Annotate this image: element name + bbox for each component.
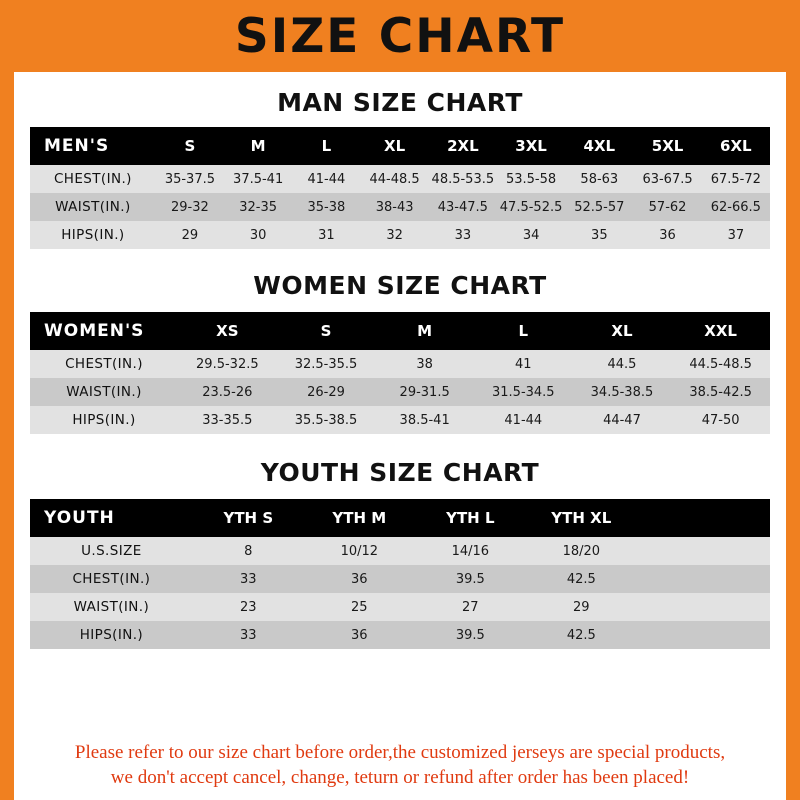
men-row-1-label: WAIST(IN.): [30, 193, 156, 221]
men-cell-0-1: 37.5-41: [224, 165, 292, 193]
men-cell-0-3: 44-48.5: [361, 165, 429, 193]
youth-row-3-label: HIPS(IN.): [30, 621, 193, 649]
youth-cell-2-4: [637, 593, 770, 621]
women-row-2-label: HIPS(IN.): [30, 406, 178, 434]
table-row: [30, 221, 770, 249]
table-row: [30, 165, 770, 193]
women-col-0: WOMEN'S: [30, 312, 178, 350]
youth-col-5: [637, 499, 770, 537]
youth-cell-1-1: 36: [304, 565, 415, 593]
women-cell-0-1: 32.5-35.5: [277, 350, 376, 378]
youth-cell-2-3: 29: [526, 593, 637, 621]
men-cell-1-6: 52.5-57: [565, 193, 633, 221]
men-col-2: M: [224, 127, 292, 165]
youth-col-3: YTH L: [415, 499, 526, 537]
women-cell-2-4: 44-47: [573, 406, 672, 434]
men-cell-2-1: 30: [224, 221, 292, 249]
men-col-7: 4XL: [565, 127, 633, 165]
women-col-4: L: [474, 312, 573, 350]
youth-cell-1-0: 33: [193, 565, 304, 593]
men-cell-1-1: 32-35: [224, 193, 292, 221]
men-cell-1-0: 29-32: [156, 193, 224, 221]
table-header-row: [30, 127, 770, 165]
youth-cell-0-4: [637, 537, 770, 565]
women-cell-0-4: 44.5: [573, 350, 672, 378]
men-col-4: XL: [361, 127, 429, 165]
youth-cell-1-4: [637, 565, 770, 593]
men-cell-1-5: 47.5-52.5: [497, 193, 565, 221]
women-cell-2-2: 38.5-41: [375, 406, 474, 434]
men-col-6: 3XL: [497, 127, 565, 165]
men-cell-0-5: 53.5-58: [497, 165, 565, 193]
men-col-5: 2XL: [429, 127, 497, 165]
youth-cell-3-0: 33: [193, 621, 304, 649]
women-cell-0-2: 38: [375, 350, 474, 378]
men-col-9: 6XL: [702, 127, 770, 165]
men-cell-2-5: 34: [497, 221, 565, 249]
women-cell-2-5: 47-50: [671, 406, 770, 434]
women-cell-2-3: 41-44: [474, 406, 573, 434]
women-cell-2-1: 35.5-38.5: [277, 406, 376, 434]
youth-cell-3-4: [637, 621, 770, 649]
women-cell-2-0: 33-35.5: [178, 406, 277, 434]
women-col-3: M: [375, 312, 474, 350]
footer-note-line-1: Please refer to our size chart before order,the customized jerseys are special products,: [74, 741, 726, 763]
youth-col-0: YOUTH: [30, 499, 193, 537]
women-cell-1-5: 38.5-42.5: [671, 378, 770, 406]
women-cell-0-3: 41: [474, 350, 573, 378]
youth-row-2-label: WAIST(IN.): [30, 593, 193, 621]
table-row: [30, 565, 770, 593]
men-cell-1-2: 35-38: [292, 193, 360, 221]
youth-cell-2-0: 23: [193, 593, 304, 621]
youth-cell-0-2: 14/16: [415, 537, 526, 565]
youth-cell-0-1: 10/12: [304, 537, 415, 565]
banner-title: SIZE CHART: [234, 8, 566, 64]
table-row: [30, 406, 770, 434]
men-cell-2-4: 33: [429, 221, 497, 249]
women-cell-1-2: 29-31.5: [375, 378, 474, 406]
youth-section-title: YOUTH SIZE CHART: [260, 458, 540, 487]
content: [14, 72, 786, 800]
table-row: [30, 193, 770, 221]
table-row: [30, 350, 770, 378]
men-cell-2-3: 32: [361, 221, 429, 249]
women-cell-1-4: 34.5-38.5: [573, 378, 672, 406]
table-row: [30, 593, 770, 621]
youth-row-1-label: CHEST(IN.): [30, 565, 193, 593]
youth-cell-1-2: 39.5: [415, 565, 526, 593]
men-cell-2-2: 31: [292, 221, 360, 249]
youth-cell-2-1: 25: [304, 593, 415, 621]
men-cell-1-4: 43-47.5: [429, 193, 497, 221]
women-cell-1-3: 31.5-34.5: [474, 378, 573, 406]
footer-note: [30, 726, 770, 800]
men-col-8: 5XL: [633, 127, 701, 165]
women-row-0-label: CHEST(IN.): [30, 350, 178, 378]
banner: [14, 0, 786, 72]
table-row: [30, 537, 770, 565]
women-section-title: WOMEN SIZE CHART: [253, 271, 547, 300]
youth-col-4: YTH XL: [526, 499, 637, 537]
men-cell-1-3: 38-43: [361, 193, 429, 221]
youth-cell-3-3: 42.5: [526, 621, 637, 649]
youth-row-0-label: U.S.SIZE: [30, 537, 193, 565]
men-cell-0-0: 35-37.5: [156, 165, 224, 193]
youth-cell-0-3: 18/20: [526, 537, 637, 565]
youth-cell-3-2: 39.5: [415, 621, 526, 649]
men-col-1: S: [156, 127, 224, 165]
men-col-0: MEN'S: [30, 127, 156, 165]
men-cell-0-2: 41-44: [292, 165, 360, 193]
men-row-2-label: HIPS(IN.): [30, 221, 156, 249]
men-cell-2-0: 29: [156, 221, 224, 249]
women-col-5: XL: [573, 312, 672, 350]
women-cell-1-0: 23.5-26: [178, 378, 277, 406]
women-row-1-label: WAIST(IN.): [30, 378, 178, 406]
men-cell-0-8: 67.5-72: [702, 165, 770, 193]
men-cell-1-7: 57-62: [633, 193, 701, 221]
youth-col-2: YTH M: [304, 499, 415, 537]
women-col-6: XXL: [671, 312, 770, 350]
table-header-row: [30, 312, 770, 350]
women-cell-0-5: 44.5-48.5: [671, 350, 770, 378]
table-header-row: [30, 499, 770, 537]
youth-cell-1-3: 42.5: [526, 565, 637, 593]
women-col-1: XS: [178, 312, 277, 350]
men-cell-0-4: 48.5-53.5: [429, 165, 497, 193]
men-row-0-label: CHEST(IN.): [30, 165, 156, 193]
table-row: [30, 621, 770, 649]
men-cell-0-7: 63-67.5: [633, 165, 701, 193]
youth-cell-2-2: 27: [415, 593, 526, 621]
women-cell-0-0: 29.5-32.5: [178, 350, 277, 378]
youth-cell-0-0: 8: [193, 537, 304, 565]
youth-size-table: [30, 499, 770, 649]
men-cell-2-6: 35: [565, 221, 633, 249]
women-cell-1-1: 26-29: [277, 378, 376, 406]
women-col-2: S: [277, 312, 376, 350]
men-cell-0-6: 58-63: [565, 165, 633, 193]
men-col-3: L: [292, 127, 360, 165]
youth-col-1: YTH S: [193, 499, 304, 537]
footer-note-line-2: we don't accept cancel, change, teturn or refund after order has been placed!: [110, 766, 690, 788]
men-cell-2-7: 36: [633, 221, 701, 249]
men-section-title: MAN SIZE CHART: [277, 88, 523, 117]
men-cell-2-8: 37: [702, 221, 770, 249]
men-cell-1-8: 62-66.5: [702, 193, 770, 221]
men-size-table: [30, 127, 770, 249]
table-row: [30, 378, 770, 406]
youth-cell-3-1: 36: [304, 621, 415, 649]
women-size-table: [30, 312, 770, 434]
